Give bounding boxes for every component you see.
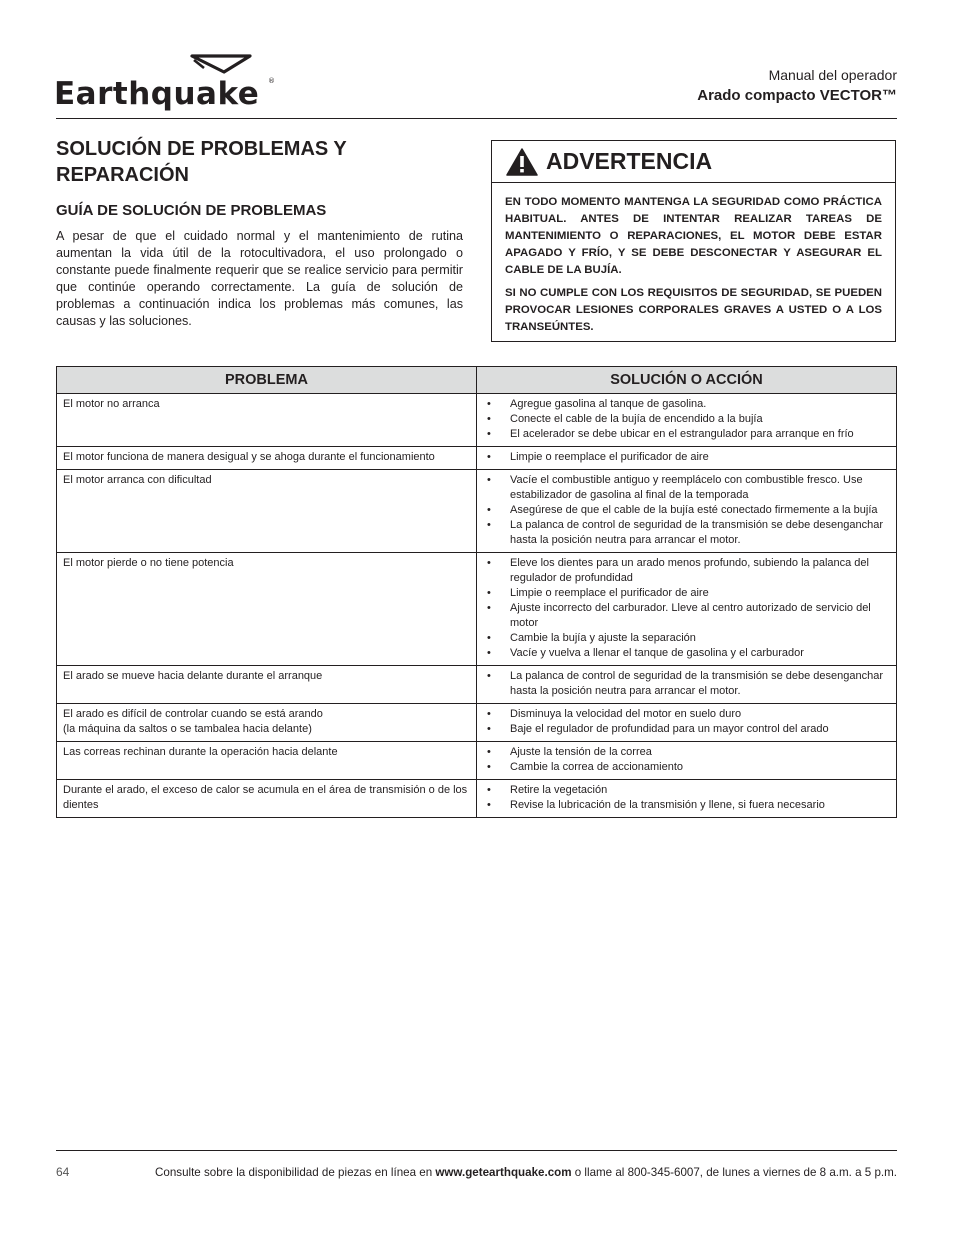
warning-title: ADVERTENCIA [546,148,713,174]
table-header-row [57,367,897,394]
svg-text:®: ® [268,77,275,85]
problem-text: Durante el arado, el exceso de calor se acumula en el área de transmisión o de los dientes [63,784,468,811]
solution-item: • Asegúrese de que el cable de la bujía esté conectado firmemente a la bujía [483,503,890,518]
solution-cell [477,553,897,666]
problem-cell [57,394,477,447]
trademark-symbol: ™ [882,87,897,104]
table-row [57,470,897,553]
solution-item: • Retire la vegetación [483,783,890,798]
solution-item: • Eleve los dientes para un arado menos profundo, subiendo la palanca del regulador de profundidad [483,556,890,586]
warning-header [492,141,895,183]
table-row [57,742,897,780]
footer-text-before: Consulte sobre la disponibilidad de piezas en línea en [155,1166,436,1179]
problem-cell [57,780,477,818]
problem-text: (la máquina da saltos o se tambalea hacia delante) [63,723,312,735]
column-header-solution: SOLUCIÓN O ACCIÓN [477,367,897,394]
warning-paragraph: EN TODO MOMENTO MANTENGA LA SEGURIDAD COMO PRÁCTICA HABITUAL. ANTES DE INTENTAR REALIZAR TAREAS DE MANTENIMIENTO O REPARACIONES, EL MOTOR DEBE ESTAR APAGADO Y FRÍO, Y SE DEBE DESCONECTAR Y ASEGURAR EL CABLE DE LA BUJÍA. [505,196,882,276]
document-type: Manual del operador [768,67,897,83]
solution-list [483,473,890,548]
header-divider [56,118,897,119]
table-row [57,447,897,470]
product-model: VECTOR [819,87,882,104]
table-row [57,666,897,704]
problem-cell [57,447,477,470]
problem-text: El motor funciona de manera desigual y se ahoga durante el funcionamiento [63,451,435,463]
solution-item: • Cambie la correa de accionamiento [483,760,890,775]
product-prefix: Arado compacto [697,87,820,104]
warning-triangle-icon [506,148,538,176]
solution-cell [477,394,897,447]
product-name [697,86,897,106]
problem-cell [57,704,477,742]
problem-cell [57,666,477,704]
solution-item: • Revise la lubricación de la transmisión y llene, si fuera necesario [483,798,890,813]
footer-divider [56,1150,897,1151]
table-row [57,394,897,447]
solution-cell [477,704,897,742]
solution-cell [477,666,897,704]
problem-text: El arado se mueve hacia delante durante el arranque [63,670,323,682]
page-number: 64 [56,1165,70,1179]
header-right [697,66,897,106]
problem-cell [57,742,477,780]
solution-item: • La palanca de control de seguridad de la transmisión se debe desenganchar hasta la posición neutra para arrancar el motor. [483,669,890,699]
solution-cell [477,447,897,470]
solution-item: • Conecte el cable de la bujía de encendido a la bujía [483,412,890,427]
solution-item: • La palanca de control de seguridad de la transmisión se debe desenganchar hasta la posición neutra para arrancar el motor. [483,518,890,548]
solution-list [483,783,890,813]
solution-list [483,556,890,661]
earthquake-logo [54,54,280,114]
solution-list [483,450,890,465]
intro-paragraph: A pesar de que el cuidado normal y el mantenimiento de rutina aumentan la vida útil de la rotocultivadora, el uso prolongado o constante puede finalmente requerir que se realice servicio para permitir que continúe operando correctamente. La guía de solución de problemas a continuación indica los problemas más comunes, las causas y las soluciones. [56,229,463,328]
problem-text: El motor pierde o no tiene potencia [63,557,234,569]
solution-item: • El acelerador se debe ubicar en el estrangulador para arranque en frío [483,427,890,442]
table-body [57,394,897,818]
solution-item: • Cambie la bujía y ajuste la separación [483,631,890,646]
column-header-problem: PROBLEMA [57,367,477,394]
warning-paragraph: SI NO CUMPLE CON LOS REQUISITOS DE SEGURIDAD, SE PUEDEN PROVOCAR LESIONES CORPORALES GRAVES A USTED O A LOS TRANSEÚNTES. [505,287,882,333]
table-row [57,704,897,742]
solution-item: • Baje el regulador de profundidad para un mayor control del arado [483,722,890,737]
solution-item: • Vacíe y vuelva a llenar el tanque de gasolina y el carburador [483,646,890,661]
brand-wordmark: Earthquake [54,76,260,112]
solution-item: • Ajuste la tensión de la correa [483,745,890,760]
earthquake-logo-mark [54,54,280,114]
solution-item: • Limpie o reemplace el purificador de aire [483,586,890,601]
solution-item: • Agregue gasolina al tanque de gasolina. [483,397,890,412]
solution-list [483,745,890,775]
solution-list [483,707,890,737]
solution-item: • Disminuya la velocidad del motor en suelo duro [483,707,890,722]
solution-list [483,397,890,442]
problem-cell [57,470,477,553]
solution-item: • Vacíe el combustible antiguo y reemplácelo con combustible fresco. Use estabilizador de gasolina al final de la temporada [483,473,890,503]
solution-item: • Limpie o reemplace el purificador de aire [483,450,890,465]
warning-box [491,140,896,342]
section-title: SOLUCIÓN DE PROBLEMAS Y REPARACIÓN [56,138,347,186]
solution-cell [477,470,897,553]
warning-body [492,183,895,336]
subsection-title: GUÍA DE SOLUCIÓN DE PROBLEMAS [56,202,327,219]
solution-cell [477,780,897,818]
troubleshooting-table [56,366,897,818]
table-row [57,553,897,666]
footer-url-link[interactable]: www.getearthquake.com [435,1166,572,1179]
solution-cell [477,742,897,780]
problem-text: El motor arranca con dificultad [63,474,212,486]
footer-text-after: o llame al 800-345-6007, de lunes a viernes de 8 a.m. a 5 p.m. [571,1166,897,1179]
solution-list [483,669,890,699]
problem-text: Las correas rechinan durante la operación hacia delante [63,746,338,758]
problem-cell [57,553,477,666]
problem-text: El arado es difícil de controlar cuando se está arando [63,708,323,720]
problem-text: El motor no arranca [63,398,160,410]
solution-item: • Ajuste incorrecto del carburador. Lleve al centro autorizado de servicio del motor [483,601,890,631]
footer-contact-text [155,1166,897,1179]
table-row [57,780,897,818]
